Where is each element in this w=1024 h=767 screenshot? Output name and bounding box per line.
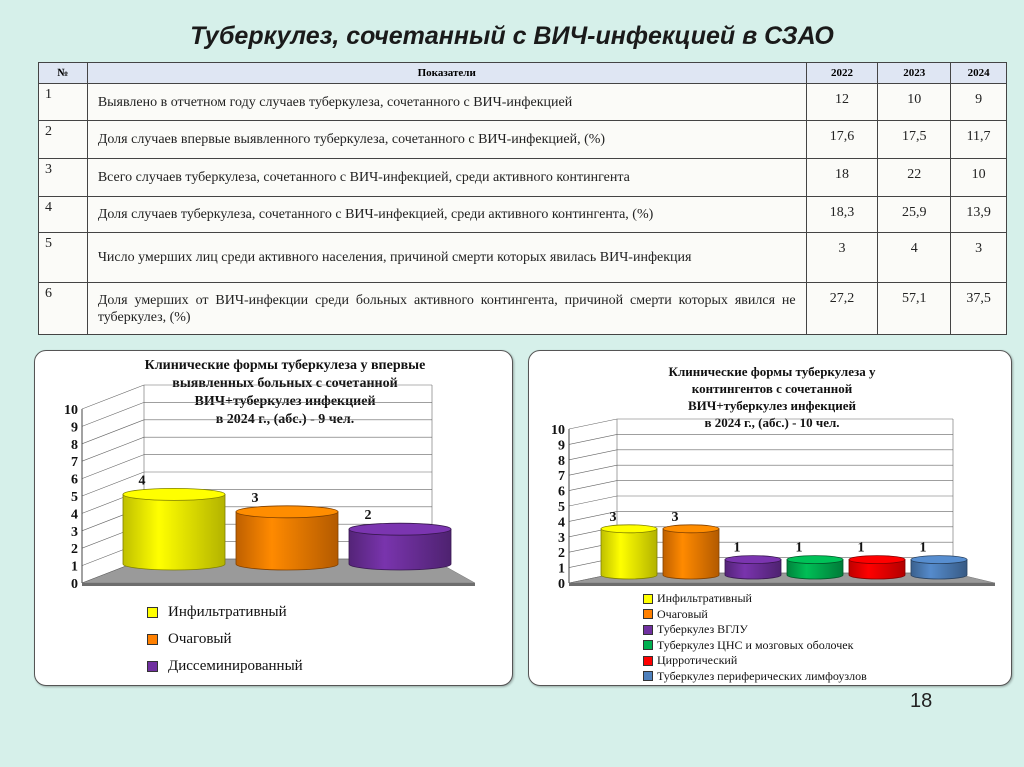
bar-top	[236, 506, 338, 518]
row-number: 1	[39, 84, 88, 121]
chart-title-line: в 2024 г., (абс.) - 10 чел.	[704, 415, 840, 430]
gridline	[82, 437, 144, 461]
row-label: Доля умерших от ВИЧ-инфекции среди больных активного контингента, причиной смерти которых явился не туберкулез, (%)	[87, 283, 806, 335]
legend-swatch	[643, 671, 653, 681]
row-label: Доля случаев туберкулеза, сочетанного с ВИЧ-инфекцией, среди активного контингента, (%)	[87, 197, 806, 233]
header-indicators: Показатели	[87, 63, 806, 84]
row-value-2024: 3	[951, 233, 1007, 283]
y-tick-label: 4	[71, 507, 78, 523]
chart-panel-new-cases	[34, 350, 513, 686]
bar-top	[123, 488, 225, 500]
row-value-2023: 4	[878, 233, 951, 283]
row-value-2022: 12	[806, 84, 878, 121]
row-value-2024: 10	[951, 159, 1007, 197]
table-row	[39, 233, 1007, 283]
row-number: 3	[39, 159, 88, 197]
legend-label: Диссеминированный	[168, 658, 303, 674]
row-value-2023: 17,5	[878, 121, 951, 159]
y-tick-label: 3	[558, 530, 565, 546]
legend-label: Туберкулез периферических лимфоузлов	[657, 668, 867, 683]
data-label: 2	[364, 508, 372, 524]
row-label: Доля случаев впервые выявленного туберкулеза, сочетанного с ВИЧ-инфекцией, (%)	[87, 121, 806, 159]
row-number: 2	[39, 121, 88, 159]
y-tick-label: 2	[71, 542, 78, 558]
bar-top	[911, 556, 967, 564]
row-value-2023: 22	[878, 159, 951, 197]
y-tick-label: 2	[558, 546, 565, 562]
table-row	[39, 121, 1007, 159]
y-tick-label: 9	[558, 438, 565, 454]
bar-top	[663, 525, 719, 533]
gridline	[569, 465, 617, 475]
gridline	[82, 402, 144, 426]
legend-swatch	[147, 607, 158, 618]
data-label: 3	[609, 509, 617, 525]
y-tick-label: 8	[558, 453, 565, 469]
gridline	[82, 420, 144, 444]
y-tick-label: 4	[558, 515, 565, 531]
y-tick-label: 6	[558, 484, 565, 500]
y-tick-label: 7	[558, 469, 565, 485]
row-number: 6	[39, 283, 88, 335]
row-label: Всего случаев туберкулеза, сочетанного с ВИЧ-инфекцией, среди активного контингента	[87, 159, 806, 197]
legend-swatch	[643, 594, 653, 604]
legend-item	[643, 622, 867, 638]
legend-swatch	[643, 625, 653, 635]
bar-top	[725, 556, 781, 564]
row-number: 5	[39, 233, 88, 283]
header-2023: 2023	[878, 63, 951, 84]
row-value-2023: 25,9	[878, 197, 951, 233]
row-value-2023: 10	[878, 84, 951, 121]
y-tick-label: 1	[558, 561, 565, 577]
y-tick-label: 0	[71, 577, 78, 592]
bar	[349, 523, 451, 570]
bar-body	[663, 529, 719, 579]
gridline	[569, 496, 617, 506]
row-number: 4	[39, 197, 88, 233]
bar	[725, 556, 781, 579]
gridline	[82, 455, 144, 479]
bar-chart-new-cases	[35, 351, 512, 601]
legend-label: Инфильтративный	[657, 591, 752, 606]
y-tick-label: 6	[71, 472, 78, 488]
row-label: Число умерших лиц среди активного населения, причиной смерти которых явилась ВИЧ-инфекция	[87, 233, 806, 283]
legend-item	[643, 607, 867, 623]
bar	[911, 556, 967, 579]
chart-legend	[643, 591, 867, 684]
bar-top	[349, 523, 451, 535]
bar-body	[123, 494, 225, 570]
chart-floor-edge	[82, 583, 475, 586]
row-value-2022: 27,2	[806, 283, 878, 335]
row-value-2022: 18,3	[806, 197, 878, 233]
bar-body	[236, 512, 338, 570]
row-value-2022: 17,6	[806, 121, 878, 159]
chart-floor-edge	[569, 583, 995, 586]
gridline	[569, 434, 617, 444]
legend-item	[147, 599, 303, 626]
table-row	[39, 197, 1007, 233]
bar-top	[849, 556, 905, 564]
chart-title-line: ВИЧ+туберкулез инфекцией	[194, 394, 376, 409]
y-tick-label: 1	[71, 559, 78, 575]
gridline	[82, 385, 144, 409]
legend-label: Туберкулез ЦНС и мозговых оболочек	[657, 637, 854, 652]
chart-title-line: ВИЧ+туберкулез инфекцией	[687, 398, 857, 413]
bar	[787, 556, 843, 579]
chart-legend	[147, 599, 303, 680]
header-2022: 2022	[806, 63, 878, 84]
table-row	[39, 283, 1007, 335]
legend-item	[643, 591, 867, 607]
row-value-2024: 13,9	[951, 197, 1007, 233]
y-tick-label: 5	[558, 500, 565, 515]
chart-title-line: контингентов с сочетанной	[691, 381, 853, 396]
legend-item	[147, 653, 303, 680]
row-value-2024: 9	[951, 84, 1007, 121]
legend-swatch	[147, 661, 158, 672]
legend-label: Цирротический	[657, 653, 738, 668]
row-value-2022: 18	[806, 159, 878, 197]
data-label: 1	[857, 540, 865, 556]
legend-label: Инфильтративный	[168, 604, 287, 620]
gridline	[569, 481, 617, 491]
chart-title-line: в 2024 г., (абс.) - 9 чел.	[215, 412, 355, 427]
gridline	[569, 419, 617, 429]
gridline	[569, 450, 617, 460]
row-value-2022: 3	[806, 233, 878, 283]
table-row	[39, 84, 1007, 121]
y-tick-label: 7	[71, 455, 78, 471]
statistics-table	[38, 62, 1007, 335]
y-tick-label: 10	[551, 423, 565, 438]
legend-item	[147, 626, 303, 653]
table-header-row	[39, 63, 1007, 84]
legend-label: Туберкулез ВГЛУ	[657, 622, 748, 637]
data-label: 1	[795, 540, 803, 556]
chart-panel-contingents	[528, 350, 1012, 686]
row-value-2024: 37,5	[951, 283, 1007, 335]
data-label: 3	[671, 509, 679, 525]
bar-body	[601, 529, 657, 579]
legend-label: Очаговый	[657, 606, 708, 621]
legend-label: Очаговый	[168, 631, 232, 647]
legend-swatch	[643, 656, 653, 666]
row-value-2023: 57,1	[878, 283, 951, 335]
data-label: 1	[919, 540, 927, 556]
legend-item	[643, 653, 867, 669]
bar	[123, 488, 225, 570]
y-tick-label: 0	[558, 577, 565, 592]
data-label: 1	[733, 540, 741, 556]
data-label: 4	[138, 473, 146, 489]
legend-item	[643, 638, 867, 654]
bar-top	[787, 556, 843, 564]
row-value-2024: 11,7	[951, 121, 1007, 159]
chart-title-line: выявленных больных с сочетанной	[172, 376, 398, 391]
header-number: №	[39, 63, 88, 84]
y-tick-label: 9	[71, 420, 78, 436]
y-tick-label: 5	[71, 490, 78, 505]
y-tick-label: 10	[64, 403, 78, 418]
y-tick-label: 8	[71, 437, 78, 453]
legend-swatch	[147, 634, 158, 645]
legend-swatch	[643, 609, 653, 619]
chart-title-line: Клинические формы туберкулеза у	[668, 364, 876, 379]
bar-top	[601, 525, 657, 533]
bar	[601, 525, 657, 579]
data-label: 3	[251, 490, 259, 506]
row-label: Выявлено в отчетном году случаев туберкулеза, сочетанного с ВИЧ-инфекцией	[87, 84, 806, 121]
bar	[663, 525, 719, 579]
bar	[849, 556, 905, 579]
page-title: Туберкулез, сочетанный с ВИЧ-инфекцией в СЗАО	[190, 22, 834, 50]
bar	[236, 506, 338, 570]
bar-chart-contingents	[529, 351, 1011, 596]
legend-swatch	[643, 640, 653, 650]
y-tick-label: 3	[71, 524, 78, 540]
chart-title-line: Клинические формы туберкулеза у впервые	[144, 358, 426, 373]
header-2024: 2024	[951, 63, 1007, 84]
table-row	[39, 159, 1007, 197]
legend-item	[643, 669, 867, 685]
page-number: 18	[910, 690, 933, 712]
